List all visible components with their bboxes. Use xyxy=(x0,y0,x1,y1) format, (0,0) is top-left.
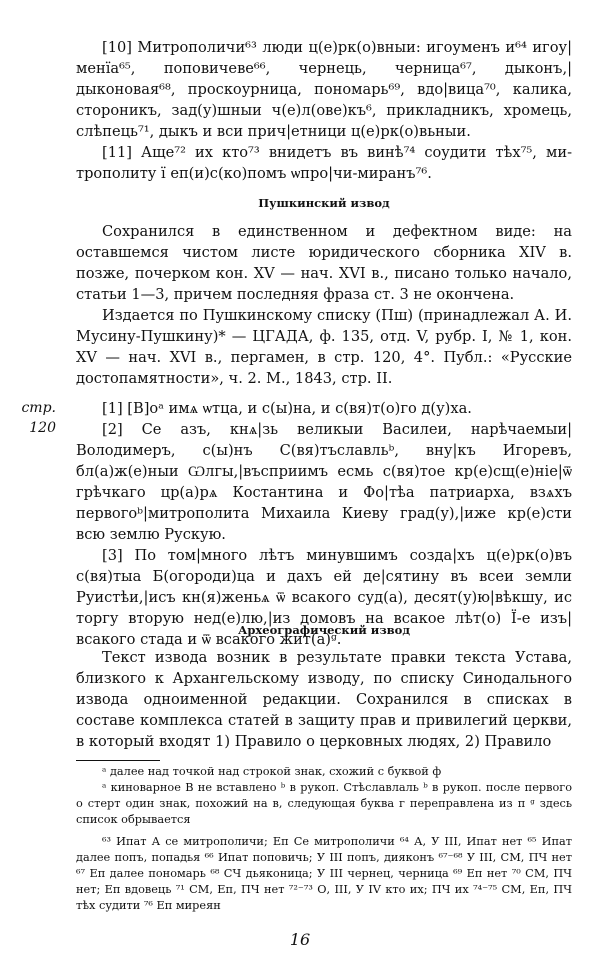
pushkin-article-2: [2] Се азъ, кнѧ|зь великыи Василеи, нарѣчаемыи|Володимеръ, с(ы)нъ С(вя)тъславльᵇ, вну|къ Игоревъ, бл(а)ж(е)ныи Ѡлгы,|въсприимъ есмь с(вя)тое кр(е)сщ(е)ніе|ѿ грѣчкаго цр(а)рѧ Костантина и Фо|тѣа патриарха, взѧхъ первогоᵇ|митрополита Михаила Киеву град(у),|иже кр(е)сти всю землю Рускую. xyxy=(76,421,572,543)
pushkin-edition-note: Издается по Пушкинскому списку (Пш) (принадлежал А. И. Мусину-Пушкину)* — ЦГАДА, ф. 135, отд. V, рубр. I, № 1, кон. XV — нач. XVI в., пергамен, в стр. 120, 4°. Публ.: «Русские достопамятности», ч. 2. М., 1843, стр. II. xyxy=(76,307,572,387)
pushkin-intro xyxy=(76,221,572,389)
section-heading-archeographic: Археографический извод xyxy=(238,623,410,637)
pushkin-article-3: [3] По том|много лѣтъ минувшимъ созда|хъ ц(е)рк(о)въ с(вя)тыа Б(огороди)ца и дахъ ей де|сятину въ всеи земли Руистѣи,|исъ кн(я)женьѧ ѿ всакого суд(а), десят(у)ю|вѣкшу, ис торгу вторую нед(е)лю,|из домовъ на всакое лѣт(о) Ї-е изъ|всакого стада и ѿ всакого жит(а)ᵍ. xyxy=(76,547,572,648)
archeographic-description: Текст извода возник в результате правки текста Устава, близкого к Архангельскому изводу, по списку Синодального извода одноименной редакции. Сохранился в списках в составе комплекса статей в защиту прав и привилегий церкви, в который входят 1) Правило о церковных людях, 2) Правило xyxy=(76,649,572,750)
footnote-letter-2: ᵃ киноварное В не вставлено ᵇ в рукоп. Стѣславлаль ᵇ в рукоп. после первого о стерт один знак, похожий на в, следующая буква г переправлена из п ᵍ здесь список обрывается xyxy=(76,781,572,826)
margin-page-reference: стр. 120 xyxy=(21,400,56,436)
footnote-letter-1: ᵃ далее над точкой над строкой знак, схожий с буквой ф xyxy=(102,765,442,778)
footnote-numbered: ⁶³ Ипат А се митрополичи; Еп Се митрополичи ⁶⁴ А, У III, Ипат нет ⁶⁵ Ипат далее попъ, попадья ⁶⁶ Ипат поповичь; У III попъ, дияконъ ⁶⁷⁻⁶⁸ У III, СМ, ПЧ нет ⁶⁷ Еп далее пономарь ⁶⁸ СЧ дьяконица; У III чернец, черница ⁶⁹ Еп нет ⁷⁰ СМ, ПЧ нет; Еп вдовець ⁷¹ СМ, Еп, ПЧ нет ⁷²⁻⁷³ О, III, У IV кто их; ПЧ их ⁷⁴⁻⁷⁵ СМ, Еп, ПЧ тѣх судити ⁷⁶ Еп миреян xyxy=(76,835,572,912)
footnotes xyxy=(76,764,572,914)
pushkin-article-1: [1] [В]оᵃ имѧ ѡтца, и с(ы)на, и с(вя)т(о)го д(у)ха. xyxy=(102,400,472,417)
page-number: 16 xyxy=(289,930,311,949)
article-11: [11] Аще⁷² их кто⁷³ внидетъ въ винѣ⁷⁴ соудити тѣх⁷⁵, митрополиту ї еп(и)с(ко)помъ ѡпро|чи-миранъ⁷⁶. xyxy=(76,144,572,182)
charter-articles-10-11 xyxy=(76,37,572,184)
footnote-divider xyxy=(76,760,160,761)
pushkin-text xyxy=(76,398,572,650)
article-10: [10] Митрополичи⁶³ люди ц(е)рк(о)вныи: игоуменъ и⁶⁴ игоу|менїа⁶⁵, поповичеве⁶⁶, чернець, черница⁶⁷, дыконъ,|дыконовая⁶⁸, проскоурница, пономарь⁶⁹, вдо|вица⁷⁰, калика, стороникъ, зад(у)шныи ч(е)л(ове)къ⁶, прикладникъ, хромець, слѣпець⁷¹, дыкъ и вси прич|етници ц(е)рк(о)вьныи. xyxy=(76,39,572,140)
pushkin-description: Сохранился в единственном и дефектном виде: на оставшемся чистом листе юридического сборника XIV в. позже, почерком кон. XV — нач. XVI в., писано только начало, статьи 1—3, причем последняя фраза ст. 3 не окончена. xyxy=(76,223,572,303)
section-heading-pushkin: Пушкинский извод xyxy=(258,196,390,210)
archeographic-intro xyxy=(76,647,572,752)
